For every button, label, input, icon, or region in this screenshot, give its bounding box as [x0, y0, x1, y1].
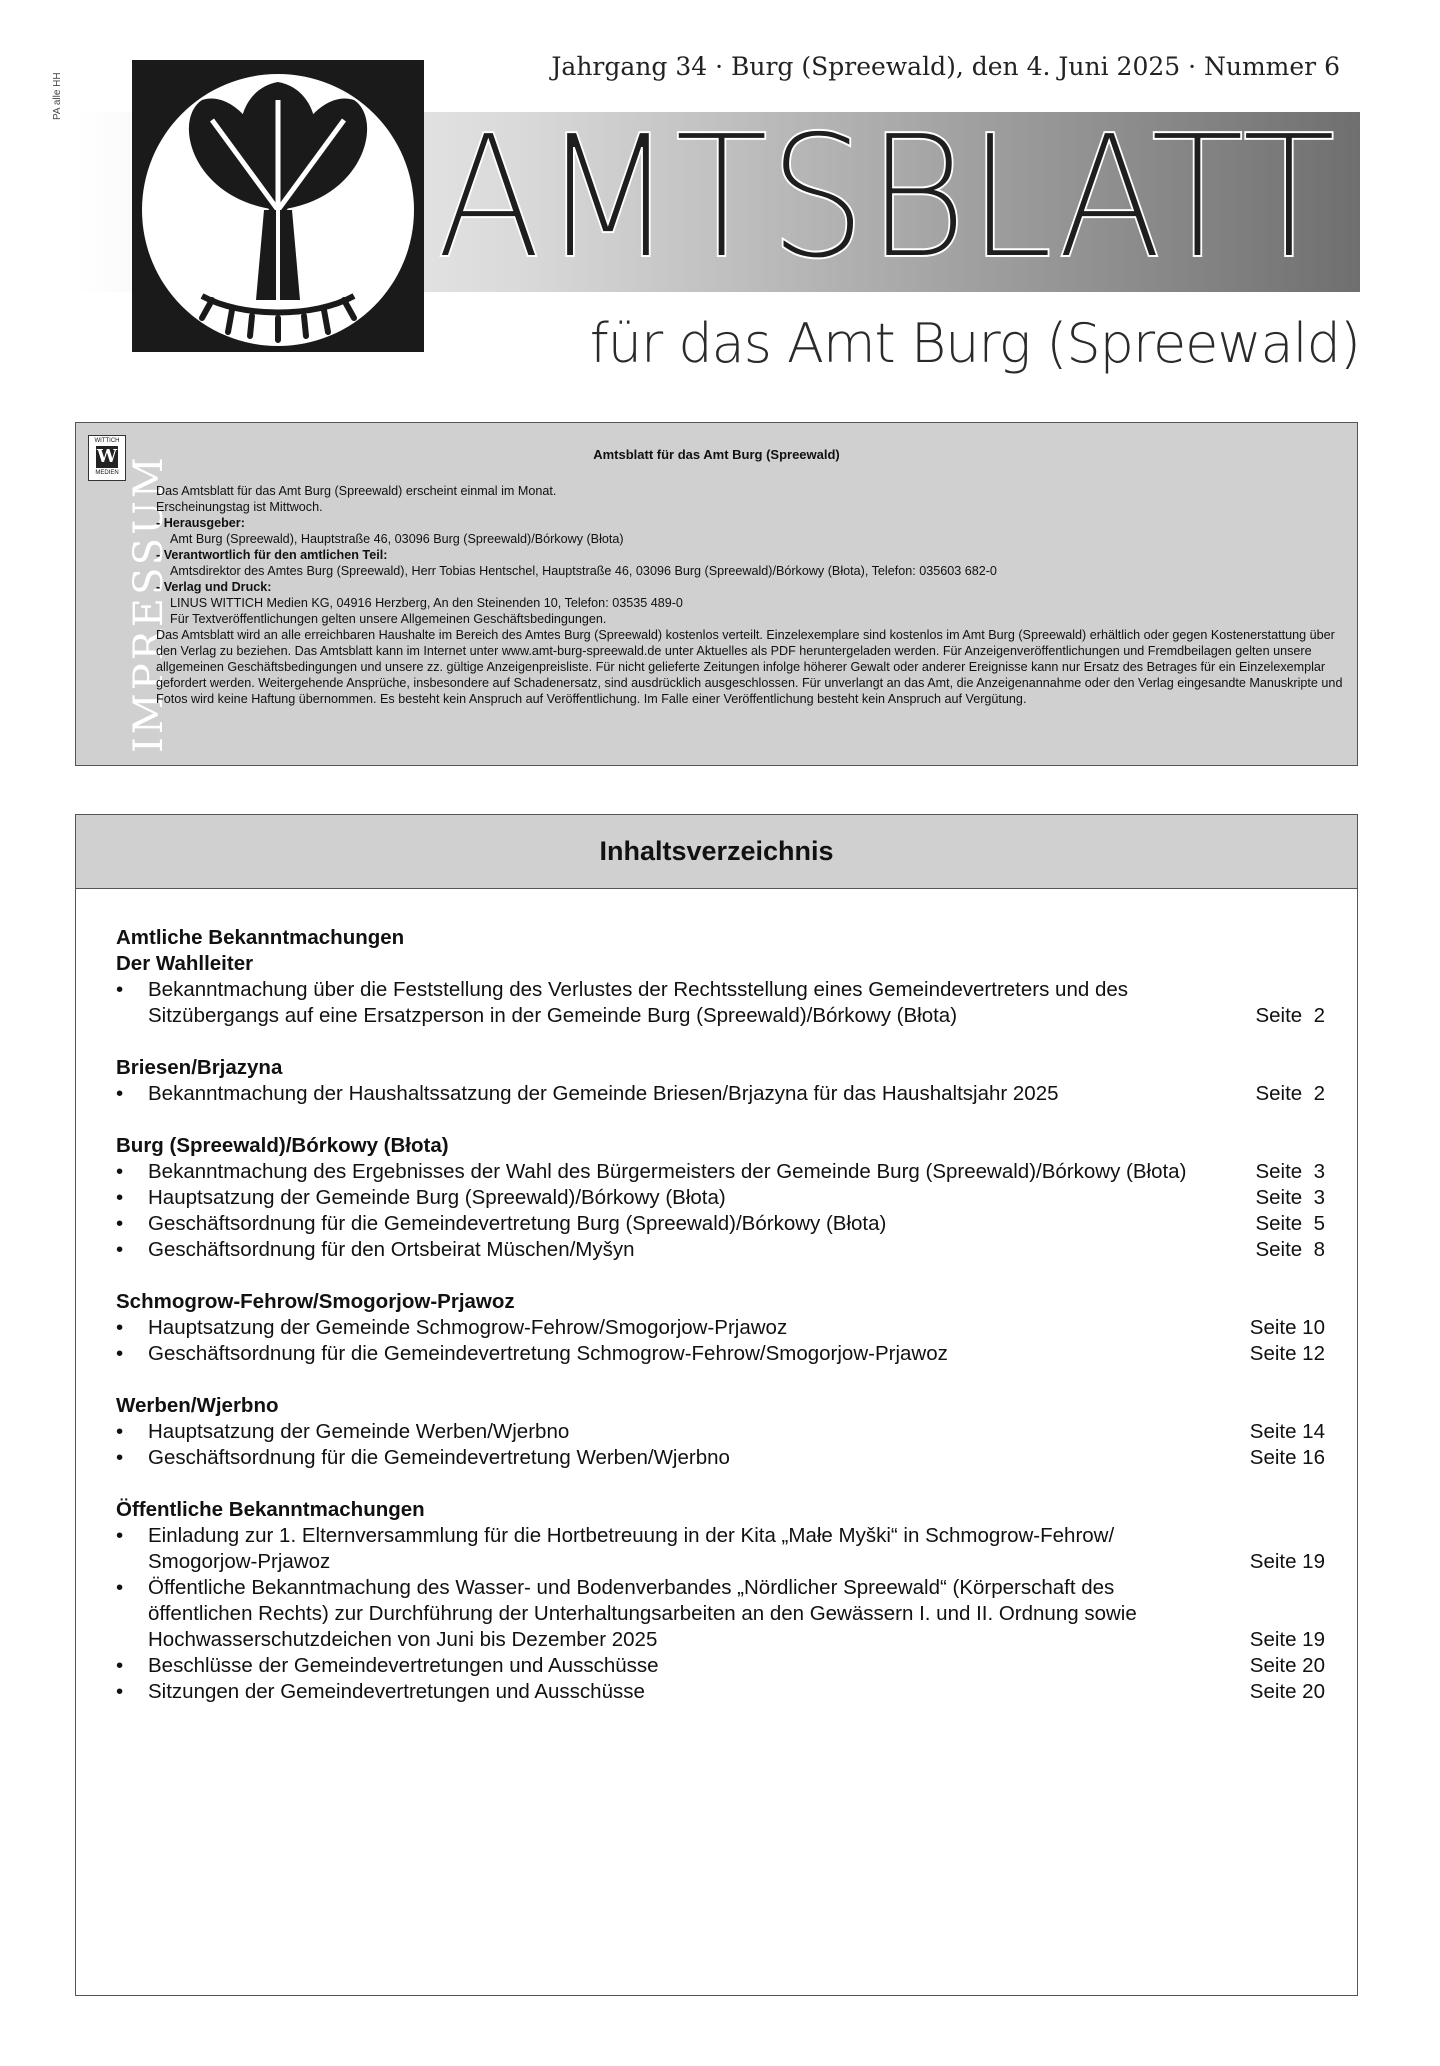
toc-entry-text: Geschäftsordnung für den Ortsbeirat Müschen/Myšyn: [148, 1238, 635, 1261]
print-terms: Für Textveröffentlichungen gelten unsere Allgemeinen Geschäftsbedingungen.: [170, 612, 607, 626]
bullet-icon: •: [116, 1446, 124, 1469]
toc-entry-text: Bekanntmachung der Haushaltssatzung der Gemeinde Briesen/Brjazyna für das Haushaltsjahr 2025: [148, 1082, 1059, 1105]
toc-entry-page: Seite 20: [1249, 1680, 1325, 1703]
impressum-line: Das Amtsblatt für das Amt Burg (Spreewald) erscheint einmal im Monat.: [156, 484, 557, 498]
bullet-icon: •: [116, 1342, 124, 1365]
toc-entry-page: Seite 2: [1255, 1004, 1325, 1027]
print-text: LINUS WITTICH Medien KG, 04916 Herzberg, An den Steinenden 10, Telefon: 03535 489-0: [170, 596, 683, 610]
toc-entry[interactable]: [116, 1315, 1325, 1341]
toc-entry-text: Geschäftsordnung für die Gemeindevertretung Werben/Wjerbno: [148, 1446, 730, 1469]
toc-section: [116, 925, 1325, 1029]
bullet-icon: •: [116, 1524, 124, 1547]
toc-section-title: Werben/Wjerbno: [116, 1394, 279, 1417]
impressum-box: [75, 422, 1358, 766]
toc-section-title: Burg (Spreewald)/Bórkowy (Błota): [116, 1134, 449, 1157]
impressum-body: [156, 483, 1345, 707]
toc-entry[interactable]: [116, 1523, 1325, 1575]
toc-section: [116, 1393, 1325, 1471]
toc-entry-page: Seite 5: [1255, 1212, 1325, 1235]
linden-leaf-emblem-icon: [132, 60, 424, 352]
toc-entry-text: Einladung zur 1. Elternversammlung für die Hortbetreuung in der Kita „Małe Myški“ in Schmogrow-Fehrow/ Smogorjow-Prjawoz: [148, 1524, 1115, 1573]
bullet-icon: •: [116, 1680, 124, 1703]
bullet-icon: •: [116, 1212, 124, 1235]
toc-entry[interactable]: [116, 1419, 1325, 1445]
toc-header: [76, 815, 1357, 889]
toc-entry[interactable]: [116, 1237, 1325, 1263]
toc-entry-text: Geschäftsordnung für die Gemeindevertretung Burg (Spreewald)/Bórkowy (Błota): [148, 1212, 887, 1235]
responsible-label: - Verantwortlich für den amtlichen Teil:: [156, 548, 388, 562]
toc-entry-text: Bekanntmachung über die Feststellung des Verlustes der Rechtsstellung eines Gemeindevertreters und des Sitzübergangs auf eine Ersatzperson in der Gemeinde Burg (Spreewald)/Bórkowy (Błota): [148, 978, 1129, 1027]
toc-section-title: Amtliche Bekanntmachungen Der Wahlleiter: [116, 926, 405, 975]
toc-section-title: Öffentliche Bekanntmachungen: [116, 1498, 425, 1521]
toc-entry-page: Seite 14: [1249, 1420, 1325, 1443]
bullet-icon: •: [116, 1082, 124, 1105]
impressum-paragraph: Das Amtsblatt wird an alle erreichbaren Haushalte im Bereich des Amtes Burg (Spreewald) kostenlos verteilt. Einzelexemplare sind kostenlos im Amt Burg (Spreewald) erhältlich oder gegen Kostenerstattung über den Verlag zu beziehen. Das Amtsblatt kann im Internet unter www.amt-burg-spreewald.de unter Aktuelles als PDF heruntergeladen werden. Für Anzeigenveröffentlichungen und Fremdbeilagen gelten unsere allgemeinen Geschäftsbedingungen und unsere zz. gültige Anzeigenpreisliste. Für nicht gelieferte Zeitungen infolge höherer Gewalt oder anderer Ereignisse kann nur Ersatz des Betrages für ein Einzelexemplar gefordert werden. Weitergehende Ansprüche, insbesondere auf Schadenersatz, sind ausdrücklich ausgeschlossen. Für unverlangt an das Amt, die Anzeigenannahme oder den Verlag eingesandte Manuskripte und Fotos wird keine Haftung übernommen. Es besteht kein Anspruch auf Veröffentlichung. Im Falle einer Veröffentlichung besteht kein Anspruch auf Vergütung.: [156, 628, 1343, 706]
bullet-icon: •: [116, 1186, 124, 1209]
toc-entry[interactable]: [116, 1159, 1325, 1185]
masthead-title: [436, 106, 1346, 276]
toc-entry[interactable]: [116, 1081, 1325, 1107]
toc-section-title: Schmogrow-Fehrow/Smogorjow-Prjawoz: [116, 1290, 515, 1313]
toc-entry-text: Sitzungen der Gemeindevertretungen und Ausschüsse: [148, 1680, 645, 1703]
impressum-side-text: IMPRESSUM: [126, 454, 172, 753]
toc-entry-page: Seite 19: [1249, 1550, 1325, 1573]
toc-entry-page: Seite 16: [1249, 1446, 1325, 1469]
toc-entry-text: Hauptsatzung der Gemeinde Burg (Spreewald)/Bórkowy (Błota): [148, 1186, 726, 1209]
toc-entry-text: Öffentliche Bekanntmachung des Wasser- und Bodenverbandes „Nördlicher Spreewald“ (Körperschaft des öffentlichen Rechts) zur Durchführung der Unterhaltungsarbeiten an den Gewässern I. und II. Ordnung sowie Hochwasserschutzdeichen von Juni bis Dezember 2025: [148, 1576, 1137, 1651]
toc-section: [116, 1133, 1325, 1263]
toc-entry[interactable]: [116, 1653, 1325, 1679]
toc-section: [116, 1497, 1325, 1705]
toc-entry-text: Hauptsatzung der Gemeinde Werben/Wjerbno: [148, 1420, 570, 1443]
publisher-label: - Herausgeber:: [156, 516, 245, 530]
masthead-text: AMTSBLATT: [436, 106, 1336, 276]
issue-line: Jahrgang 34 · Burg (Spreewald), den 4. Juni 2025 · Nummer 6: [551, 52, 1340, 81]
toc-entry-page: Seite 8: [1255, 1238, 1325, 1261]
toc-entry[interactable]: [116, 1341, 1325, 1367]
toc-entry-text: Bekanntmachung des Ergebnisses der Wahl des Bürgermeisters der Gemeinde Burg (Spreewald)/Bórkowy (Błota): [148, 1160, 1187, 1183]
bullet-icon: •: [116, 1316, 124, 1339]
toc-section: [116, 1055, 1325, 1107]
toc-entry-text: Geschäftsordnung für die Gemeindevertretung Schmogrow-Fehrow/Smogorjow-Prjawoz: [148, 1342, 948, 1365]
bullet-icon: •: [116, 1654, 124, 1677]
bullet-icon: •: [116, 1420, 124, 1443]
impressum-line: Erscheinungstag ist Mittwoch.: [156, 500, 323, 514]
wittich-logo-top: WITTICH: [94, 438, 120, 444]
wittich-logo-letter: W: [96, 446, 118, 467]
bullet-icon: •: [116, 1576, 124, 1599]
toc-entry[interactable]: [116, 1185, 1325, 1211]
table-of-contents: [75, 814, 1358, 1996]
toc-section: [116, 1289, 1325, 1367]
toc-entry[interactable]: [116, 1679, 1325, 1705]
toc-entry-page: Seite 3: [1255, 1160, 1325, 1183]
toc-entry[interactable]: [116, 977, 1325, 1029]
responsible-text: Amtsdirektor des Amtes Burg (Spreewald), Herr Tobias Hentschel, Hauptstraße 46, 03096 Burg (Spreewald)/Bórkowy (Błota), Telefon: 035603 682-0: [170, 564, 997, 578]
toc-entry[interactable]: [116, 1445, 1325, 1471]
toc-entry-page: Seite 19: [1249, 1628, 1325, 1651]
bullet-icon: •: [116, 1160, 124, 1183]
publisher-text: Amt Burg (Spreewald), Hauptstraße 46, 03096 Burg (Spreewald)/Bórkowy (Błota): [170, 532, 624, 546]
toc-section-title: Briesen/Brjazyna: [116, 1056, 283, 1079]
toc-entry-text: Hauptsatzung der Gemeinde Schmogrow-Fehrow/Smogorjow-Prjawoz: [148, 1316, 788, 1339]
print-label: - Verlag und Druck:: [156, 580, 272, 594]
impressum-side-label: [76, 423, 172, 767]
toc-entry-page: Seite 2: [1255, 1082, 1325, 1105]
print-mark-text: PA alle HH: [52, 72, 63, 120]
masthead-subtitle: für das Amt Burg (Spreewald): [589, 312, 1360, 375]
print-mark: [44, 60, 74, 130]
toc-entry[interactable]: [116, 1575, 1325, 1653]
toc-entry-text: Beschlüsse der Gemeindevertretungen und Ausschüsse: [148, 1654, 659, 1677]
bullet-icon: •: [116, 978, 124, 1001]
coat-of-arms-logo: [132, 60, 424, 352]
masthead-wordmark: [436, 106, 1346, 276]
toc-body: [116, 925, 1325, 1731]
toc-entry[interactable]: [116, 1211, 1325, 1237]
toc-entry-page: Seite 12: [1249, 1342, 1325, 1365]
bullet-icon: •: [116, 1238, 124, 1261]
toc-entry-page: Seite 20: [1249, 1654, 1325, 1677]
toc-entry-page: Seite 10: [1249, 1316, 1325, 1339]
wittich-logo-bottom: MEDIEN: [95, 470, 119, 476]
impressum-title: Amtsblatt für das Amt Burg (Spreewald): [593, 447, 840, 462]
toc-heading: Inhaltsverzeichnis: [599, 836, 834, 866]
toc-entry-page: Seite 3: [1255, 1186, 1325, 1209]
